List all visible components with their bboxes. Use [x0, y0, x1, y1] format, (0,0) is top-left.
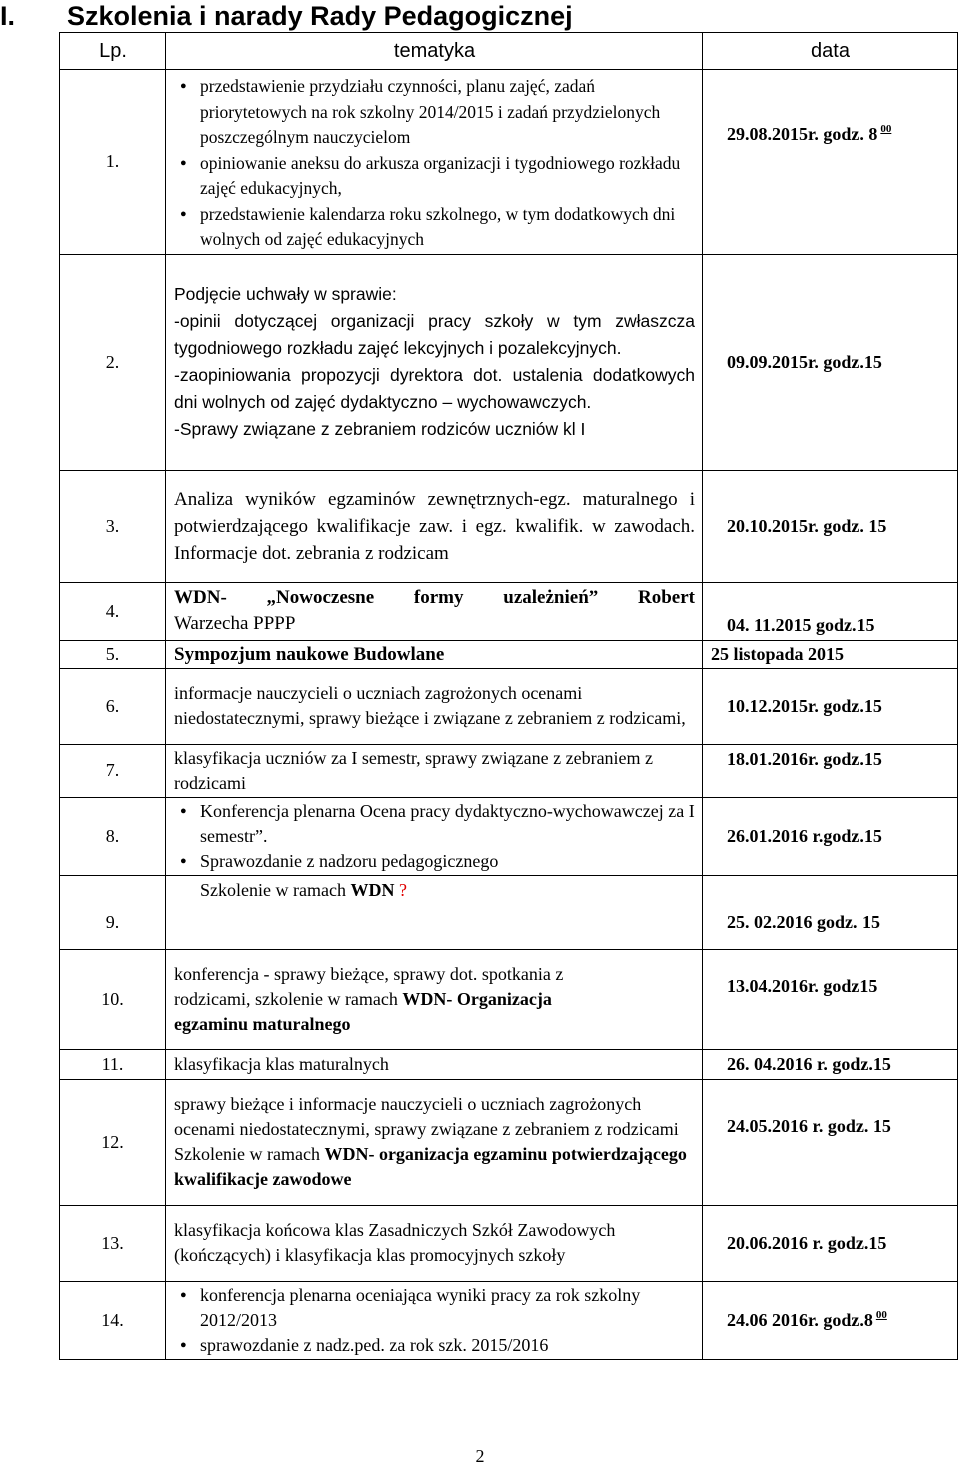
table-row [60, 470, 958, 582]
table-row [60, 744, 958, 797]
topic-bold: WDN [350, 879, 395, 900]
topic-line: -zaopiniowania propozycji dyrektora dot. ustalenia dodatkowych dni wolnych od zajęć dydaktyczno – wychowawczych. [174, 365, 695, 412]
date-superscript: 00 [875, 1308, 887, 1321]
topic-main: sprawy bieżące i informacje nauczycieli o uczniach zagrożonych ocenami niedostatecznymi, sprawy związane z zebraniem z rodzicami [174, 1094, 679, 1139]
row-date: 04. 11.2015 godz.15 [703, 582, 958, 640]
header-lp: Lp. [60, 33, 166, 70]
bullet-item: ● opiniowanie aneksu do arkusza organizacji i tygodniowego rozkładu zajęć edukacyjnych, [174, 151, 695, 202]
row-topic [166, 1281, 703, 1359]
row-date: 20.10.2015r. godz. 15 [703, 470, 958, 582]
row-topic: Sympozjum naukowe Budowlane [166, 640, 703, 668]
row-number: 4. [60, 582, 166, 640]
table-row [60, 254, 958, 470]
row-topic [166, 582, 703, 640]
table-row [60, 875, 958, 949]
topic-bullet-list [174, 799, 695, 874]
table-row [60, 1079, 958, 1205]
date-superscript: 00 [880, 123, 892, 135]
section-title: Szkolenia i narady Rady Pedagogicznej [67, 1, 573, 31]
row-topic: klasyfikacja klas maturalnych [166, 1049, 703, 1079]
table-row [60, 640, 958, 668]
header-topic: tematyka [166, 33, 703, 70]
table-row [60, 1049, 958, 1079]
row-number: 6. [60, 668, 166, 744]
bullet-item: ● Sprawozdanie z nadzoru pedagogicznego [174, 849, 695, 874]
row-number: 2. [60, 254, 166, 470]
topic-line: -opinii dotyczącej organizacji pracy szkoły w tym zwłaszcza tygodniowego rozkładu zajęć lekcyjnych i pozalekcyjnych. [174, 311, 695, 358]
topic-bold: WDN- Organizacja [402, 988, 552, 1009]
table-row [60, 949, 958, 1049]
row-topic [166, 949, 703, 1049]
row-topic [166, 254, 703, 470]
row-number: 7. [60, 744, 166, 797]
header-date: data [703, 33, 958, 70]
row-date: 20.06.2016 r. godz.15 [703, 1205, 958, 1281]
row-date: 10.12.2015r. godz.15 [703, 668, 958, 744]
topic-line [174, 1142, 695, 1192]
row-topic: klasyfikacja końcowa klas Zasadniczych Szkół Zawodowych (kończących) i klasyfikacja klas promocyjnych szkoły [166, 1205, 703, 1281]
row-date: 18.01.2016r. godz.15 [703, 744, 958, 797]
topic-bold: WDN- organizacja egzaminu potwierdzającego kwalifikacje zawodowe [174, 1144, 687, 1189]
table-header-row [60, 33, 958, 70]
row-date: 09.09.2015r. godz.15 [703, 254, 958, 470]
row-date [703, 1281, 958, 1359]
table-row [60, 1281, 958, 1359]
bullet-item: ● przedstawienie kalendarza roku szkolnego, w tym dodatkowych dni wolnych od zajęć edukacyjnych [174, 202, 695, 253]
topic-line: Warzecha PPPP [174, 613, 296, 634]
topic-bullet-list [174, 1283, 695, 1358]
row-date: 25. 02.2016 godz. 15 [703, 875, 958, 949]
table-row [60, 1205, 958, 1281]
row-date: 13.04.2016r. godz15 [703, 949, 958, 1049]
table-row [60, 582, 958, 640]
topic-prefix: rodzicami, szkolenie w ramach [174, 988, 403, 1009]
row-topic [166, 70, 703, 255]
row-topic: informacje nauczycieli o uczniach zagrożonych ocenami niedostatecznymi, sprawy bieżące i związane z zebraniem z rodzicami, [166, 668, 703, 744]
topic-prefix: Szkolenie w ramach [200, 879, 351, 900]
row-number: 8. [60, 797, 166, 875]
topic-line: -Sprawy związane z zebraniem rodziców uczniów kl I [174, 419, 586, 439]
topic-line: WDN- „Nowoczesne formy uzależnień” Robert [174, 587, 695, 608]
topic-line [174, 987, 695, 1012]
bullet-item: ● konferencja plenarna oceniająca wyniki pracy za rok szkolny 2012/2013 [174, 1283, 695, 1333]
row-date: 26. 04.2016 r. godz.15 [703, 1049, 958, 1079]
row-number: 11. [60, 1049, 166, 1079]
row-date: 24.05.2016 r. godz. 15 [703, 1079, 958, 1205]
row-date: 26.01.2016 r.godz.15 [703, 797, 958, 875]
row-topic: Analiza wyników egzaminów zewnętrznych-egz. maturalnego i potwierdzającego kwalifikacje zaw. i egz. kwalifik. w zawodach. Informacje dot. zebrania z rodzicam [166, 470, 703, 582]
table-row [60, 668, 958, 744]
row-number: 12. [60, 1079, 166, 1205]
page-number: 2 [475, 1446, 485, 1466]
row-topic: klasyfikacja uczniów za I semestr, sprawy związane z zebraniem z rodzicami [166, 744, 703, 797]
row-number: 1. [60, 70, 166, 255]
row-number: 14. [60, 1281, 166, 1359]
topic-line: konferencja - sprawy bieżące, sprawy dot. spotkania z [174, 963, 564, 984]
row-number: 3. [60, 470, 166, 582]
table-row [60, 797, 958, 875]
row-date: 25 listopada 2015 [703, 640, 958, 668]
row-number: 5. [60, 640, 166, 668]
row-topic [166, 1079, 703, 1205]
section-number: I. [0, 1, 16, 31]
topic-line: egzaminu maturalnego [174, 1013, 351, 1034]
row-number: 9. [60, 875, 166, 949]
row-number: 10. [60, 949, 166, 1049]
bullet-item: ● przedstawienie przydziału czynności, planu zajęć, zadań priorytetowych na rok szkolny 2014/2015 i zadań przydzielonych poszczególnym nauczycielom [174, 74, 695, 151]
row-date [703, 70, 958, 255]
date-text: 29.08.2015r. godz. 8 [727, 124, 878, 144]
row-number: 13. [60, 1205, 166, 1281]
bullet-item: ● Konferencja plenarna Ocena pracy dydaktyczno-wychowawczej za I semestr”. [174, 799, 695, 849]
row-topic [166, 875, 703, 949]
topic-line: Podjęcie uchwały w sprawie: [174, 284, 397, 304]
meetings-table [59, 32, 958, 1360]
row-topic [166, 797, 703, 875]
bullet-item: ● sprawozdanie z nadz.ped. za rok szk. 2015/2016 [174, 1333, 695, 1358]
topic-prefix: Szkolenie w ramach [174, 1144, 325, 1164]
topic-bullet-list [174, 74, 695, 253]
topic-suffix: ? [394, 879, 407, 900]
date-text: 24.06 2016r. godz.8 [727, 1309, 873, 1330]
table-row [60, 70, 958, 255]
